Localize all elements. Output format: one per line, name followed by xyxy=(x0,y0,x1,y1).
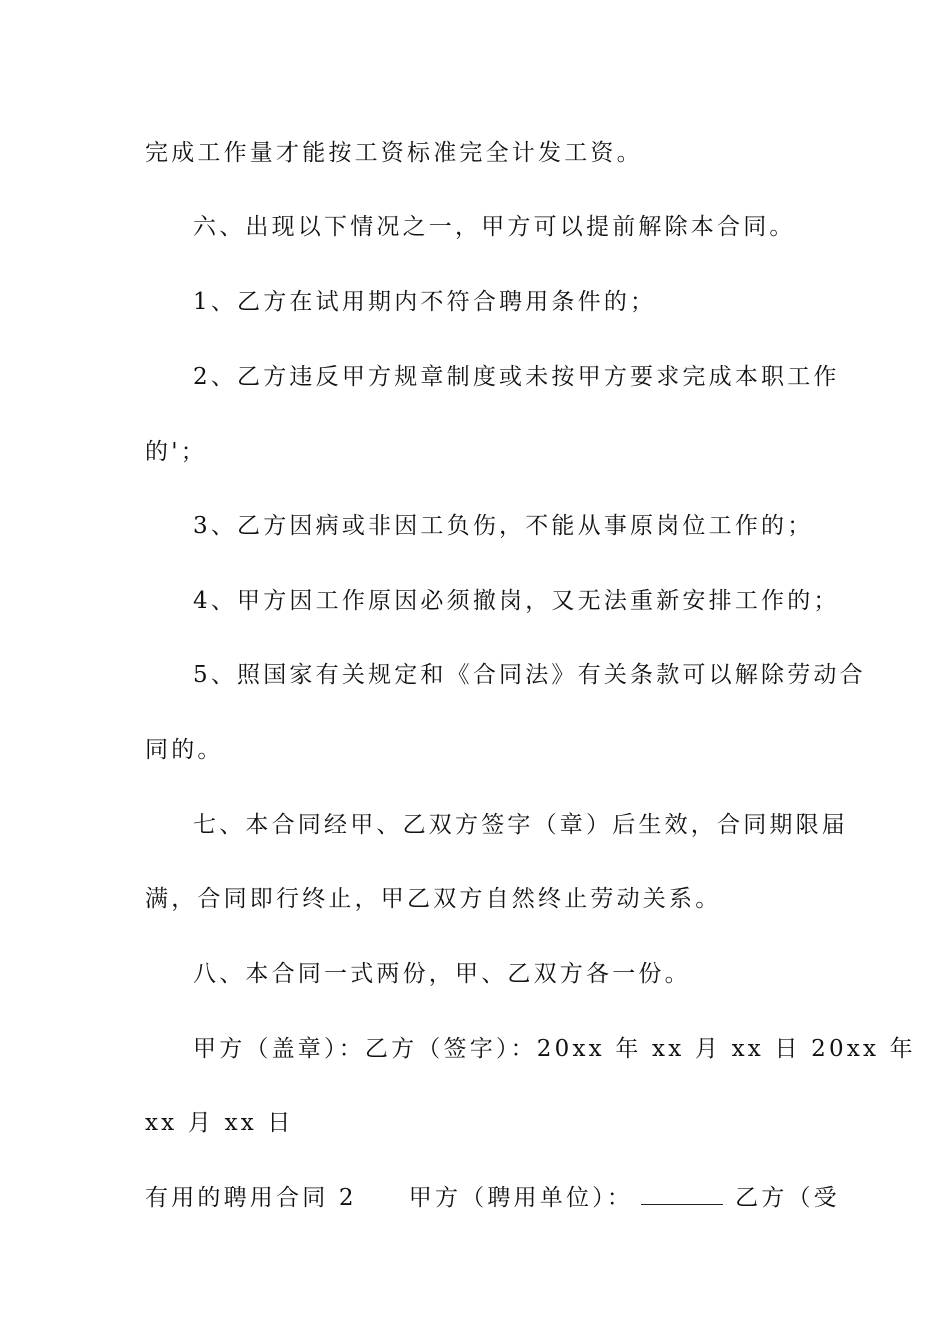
contract-title: 有用的聘用合同 2 xyxy=(145,1185,357,1211)
next-contract-line xyxy=(145,1183,840,1213)
paragraph-line: 六、出现以下情况之一，甲方可以提前解除本合同。 xyxy=(193,214,796,240)
party-a-label: 甲方（聘用单位）： xyxy=(408,1185,634,1211)
paragraph-line: 3、乙方因病或非因工负伤，不能从事原岗位工作的； xyxy=(193,513,814,539)
paragraph-line: 八、本合同一式两份，甲、乙双方各一份。 xyxy=(193,961,691,987)
fill-in-blank xyxy=(641,1203,723,1205)
paragraph-line: 满，合同即行终止，甲乙双方自然终止劳动关系。 xyxy=(145,886,722,912)
paragraph-line: 2、乙方违反甲方规章制度或未按甲方要求完成本职工作 xyxy=(193,364,840,390)
paragraph-line: 七、本合同经甲、乙双方签字（章）后生效，合同期限届 xyxy=(193,812,848,838)
paragraph-line: 同的。 xyxy=(145,737,224,763)
paragraph-line: 4、甲方因工作原因必须撤岗，又无法重新安排工作的； xyxy=(193,588,840,614)
paragraph-line: 5、照国家有关规定和《合同法》有关条款可以解除劳动合 xyxy=(193,662,866,688)
paragraph-line: 1、乙方在试用期内不符合聘用条件的； xyxy=(193,289,657,315)
paragraph-line: 完成工作量才能按工资标准完全计发工资。 xyxy=(145,140,643,166)
date-line: xx 月 xx 日 xyxy=(145,1110,294,1136)
paragraph-line: 的'； xyxy=(145,439,207,465)
party-b-label: 乙方（受 xyxy=(735,1185,840,1211)
signature-line: 甲方（盖章）：乙方（签字）：20xx 年 xx 月 xx 日 20xx 年 xyxy=(193,1036,916,1062)
